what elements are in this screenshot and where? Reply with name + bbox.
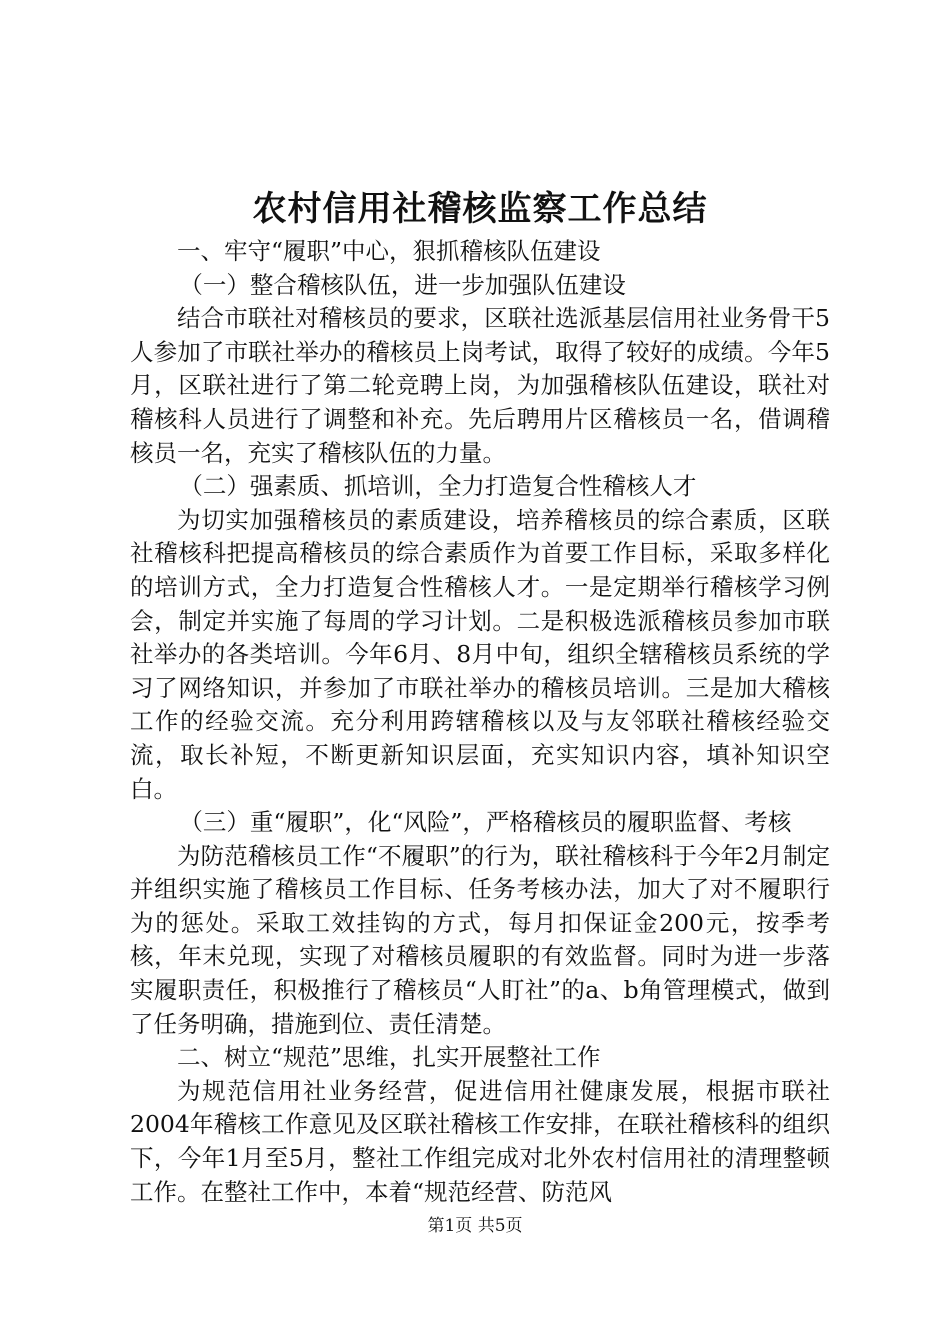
body-paragraph: 为防范稽核员工作“不履职”的行为，联社稽核科于今年2月制定并组织实施了稽核员工作目标、任务考核办法，加大了对不履职行为的惩处。采取工效挂钩的方式，每月扣保证金200元，按季考核，年末兑现，实现了对稽核员履职的有效监督。同时为进一步落实履职责任，积极推行了稽核员“人盯社”的a、b角管理模式，做到了任务明确，措施到位、责任清楚。 bbox=[130, 841, 830, 1038]
document-title: 农村信用社稽核监察工作总结 bbox=[252, 189, 708, 229]
document-page bbox=[130, 185, 830, 1209]
body-paragraph: 为规范信用社业务经营，促进信用社健康发展，根据市联社2004年稽核工作意见及区联社稽核工作安排，在联社稽核科的组织下，今年1月至5月，整社工作组完成对北外农村信用社的清理整顿工作。在整社工作中，本着“规范经营、防范风 bbox=[130, 1076, 830, 1206]
body-paragraph: 为切实加强稽核员的素质建设，培养稽核员的综合素质，区联社稽核科把提高稽核员的综合素质作为首要工作目标，采取多样化的培训方式，全力打造复合性稽核人才。一是定期举行稽核学习例会，制定并实施了每周的学习计划。二是积极选派稽核员参加市联社举办的各类培训。今年6月、8月中旬，组织全辖稽核员系统的学习了网络知识，并参加了市联社举办的稽核员培训。三是加大稽核工作的经验交流。充分利用跨辖稽核以及与友邻联社稽核经验交流，取长补短，不断更新知识层面，充实知识内容，填补知识空白。 bbox=[130, 505, 830, 803]
page-number-footer: 第1页 共5页 bbox=[427, 1216, 523, 1236]
body-paragraph: 结合市联社对稽核员的要求，区联社选派基层信用社业务骨干5人参加了市联社举办的稽核员上岗考试，取得了较好的成绩。今年5月，区联社进行了第二轮竞聘上岗，为加强稽核队伍建设，联社对稽核科人员进行了调整和补充。先后聘用片区稽核员一名，借调稽核员一名，充实了稽核队伍的力量。 bbox=[130, 304, 830, 467]
section-heading-2: 二、树立“规范”思维，扎实开展整社工作 bbox=[177, 1043, 601, 1072]
section-heading-1: 一、牢守“履职”中心，狠抓稽核队伍建设 bbox=[177, 237, 601, 265]
subsection-heading-3: （三）重“履职”，化“风险”，严格稽核员的履职监督、考核 bbox=[179, 808, 792, 837]
subsection-heading-2: （二）强素质、抓培训，全力打造复合性稽核人才 bbox=[179, 472, 697, 501]
subsection-heading-1: （一）整合稽核队伍，进一步加强队伍建设 bbox=[179, 270, 626, 299]
